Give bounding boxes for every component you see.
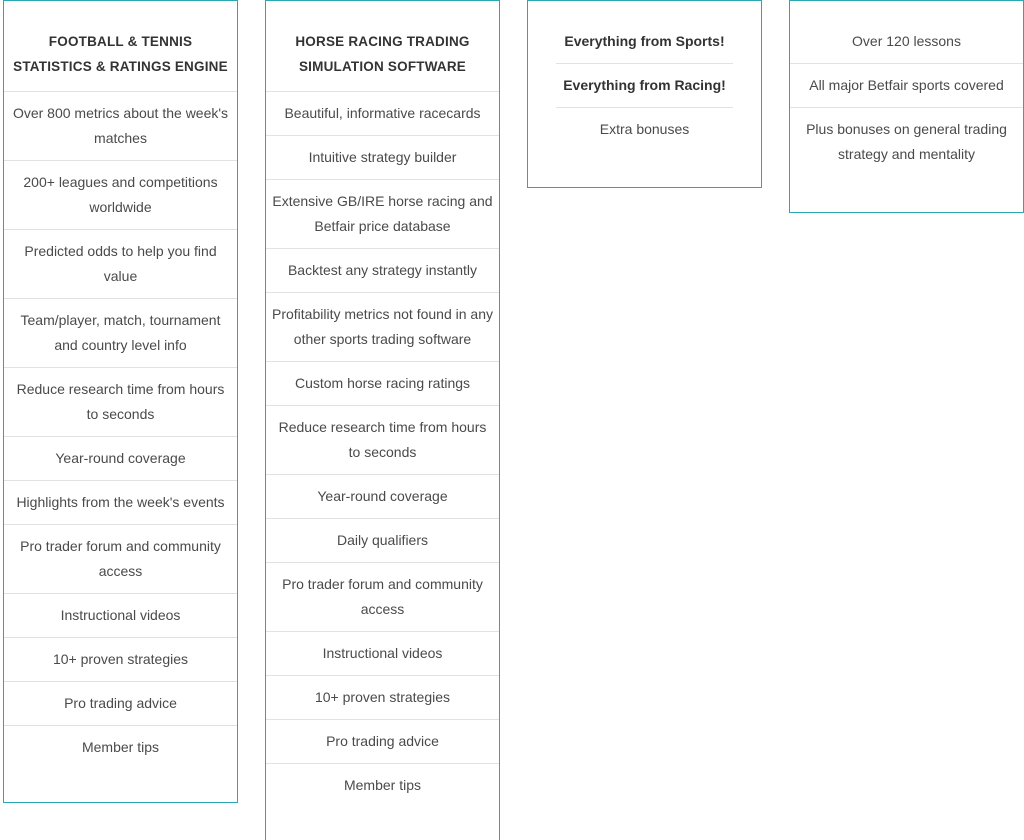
feature-item: Extensive GB/IRE horse racing and Betfair price database <box>266 180 499 249</box>
plan-title-line-2: STATISTICS & RATINGS ENGINE <box>13 59 228 74</box>
feature-item: Backtest any strategy instantly <box>266 249 499 293</box>
feature-item: Predicted odds to help you find value <box>4 230 237 299</box>
football-tennis-plan-card <box>3 0 238 803</box>
feature-item: Pro trader forum and community access <box>266 563 499 632</box>
feature-item: 200+ leagues and competitions worldwide <box>4 161 237 230</box>
plan-title <box>4 1 237 92</box>
feature-list <box>790 1 1023 176</box>
feature-item: Everything from Sports! <box>556 29 733 64</box>
feature-item: Reduce research time from hours to seconds <box>266 406 499 475</box>
feature-item: Intuitive strategy builder <box>266 136 499 180</box>
plan-title-line-2: SIMULATION SOFTWARE <box>298 59 467 74</box>
feature-item: 10+ proven strategies <box>4 638 237 682</box>
feature-item: Reduce research time from hours to seconds <box>4 368 237 437</box>
feature-item: Everything from Racing! <box>556 73 733 108</box>
feature-item: Custom horse racing ratings <box>266 362 499 406</box>
feature-item: Over 800 metrics about the week's matches <box>4 92 237 161</box>
feature-item: Extra bonuses <box>599 121 690 137</box>
feature-item: Pro trading advice <box>266 720 499 764</box>
feature-item: Daily qualifiers <box>266 519 499 563</box>
feature-item: Over 120 lessons <box>790 29 1023 64</box>
feature-item: Pro trading advice <box>4 682 237 726</box>
lessons-plan-card <box>789 0 1024 213</box>
bundle-plan-card <box>527 0 762 188</box>
plan-title-line-1: HORSE RACING TRADING <box>295 34 470 49</box>
feature-item: Profitability metrics not found in any other sports trading software <box>266 293 499 362</box>
feature-list <box>266 92 499 807</box>
feature-item: Beautiful, informative racecards <box>266 92 499 136</box>
horse-racing-plan-card <box>265 0 500 840</box>
feature-item: Highlights from the week's events <box>4 481 237 525</box>
feature-item: Member tips <box>343 777 422 793</box>
feature-item: Team/player, match, tournament and country level info <box>4 299 237 368</box>
feature-item: 10+ proven strategies <box>266 676 499 720</box>
plan-title <box>266 1 499 92</box>
plan-title-line-1: FOOTBALL & TENNIS <box>48 34 193 49</box>
feature-item: Instructional videos <box>4 594 237 638</box>
feature-item: Year-round coverage <box>4 437 237 481</box>
feature-list <box>4 92 237 769</box>
feature-item: Instructional videos <box>266 632 499 676</box>
feature-item: Member tips <box>81 739 160 755</box>
feature-item: Pro trader forum and community access <box>4 525 237 594</box>
feature-item: All major Betfair sports covered <box>790 64 1023 108</box>
feature-item: Plus bonuses on general trading strategy and mentality <box>806 121 1007 162</box>
feature-list <box>528 1 761 151</box>
feature-item: Year-round coverage <box>266 475 499 519</box>
